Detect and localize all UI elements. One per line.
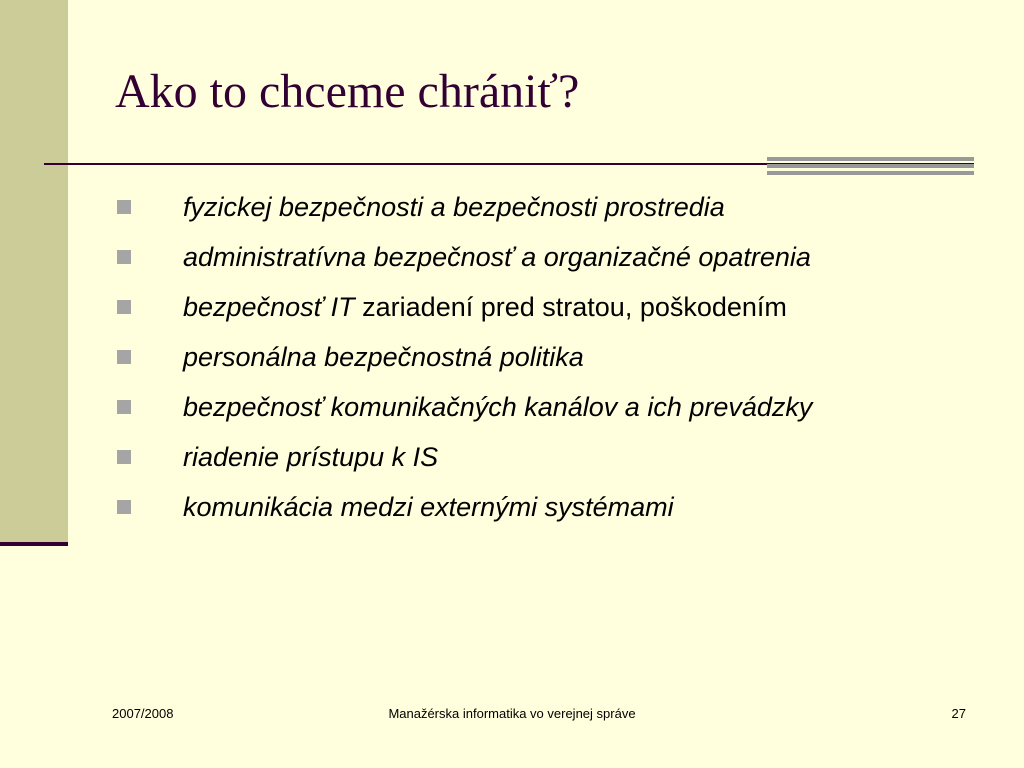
bullet-square-icon (117, 450, 131, 464)
bullet-text-italic: fyzickej bezpečnosti a bezpečnosti prostredia (183, 192, 725, 222)
slide-title: Ako to chceme chrániť? (115, 65, 580, 118)
title-accent-stripes (767, 157, 974, 179)
bullet-item (115, 488, 965, 526)
bullet-text-italic: bezpečnosť komunikačných kanálov a ich prevádzky (183, 392, 813, 422)
bullet-item (115, 188, 965, 226)
bullet-square-icon (117, 200, 131, 214)
footer-page-number: 27 (951, 706, 966, 721)
bullet-item (115, 238, 965, 276)
bullet-text-italic: riadenie prístupu k IS (183, 442, 439, 472)
left-decorative-bar (0, 0, 68, 544)
footer-course-title: Manažérska informatika vo verejnej správe (388, 706, 636, 721)
bullet-text-italic: bezpečnosť IT (183, 292, 355, 322)
footer-date: 2007/2008 (112, 706, 174, 721)
bullet-item (115, 438, 965, 476)
bullet-list (115, 188, 965, 538)
bullet-item (115, 338, 965, 376)
bullet-text-italic: administratívna bezpečnosť a organizačné opatrenia (183, 242, 811, 272)
bullet-square-icon (117, 250, 131, 264)
bullet-text: zariadení pred stratou, poškodením (354, 292, 787, 322)
bullet-square-icon (117, 300, 131, 314)
left-bar-rule (0, 542, 68, 546)
bullet-square-icon (117, 350, 131, 364)
bullet-text-italic: personálna bezpečnostná politika (183, 342, 584, 372)
bullet-item (115, 288, 965, 326)
bullet-text-italic: komunikácia medzi externými systémami (183, 492, 674, 522)
bullet-square-icon (117, 500, 131, 514)
bullet-item (115, 388, 965, 426)
bullet-square-icon (117, 400, 131, 414)
